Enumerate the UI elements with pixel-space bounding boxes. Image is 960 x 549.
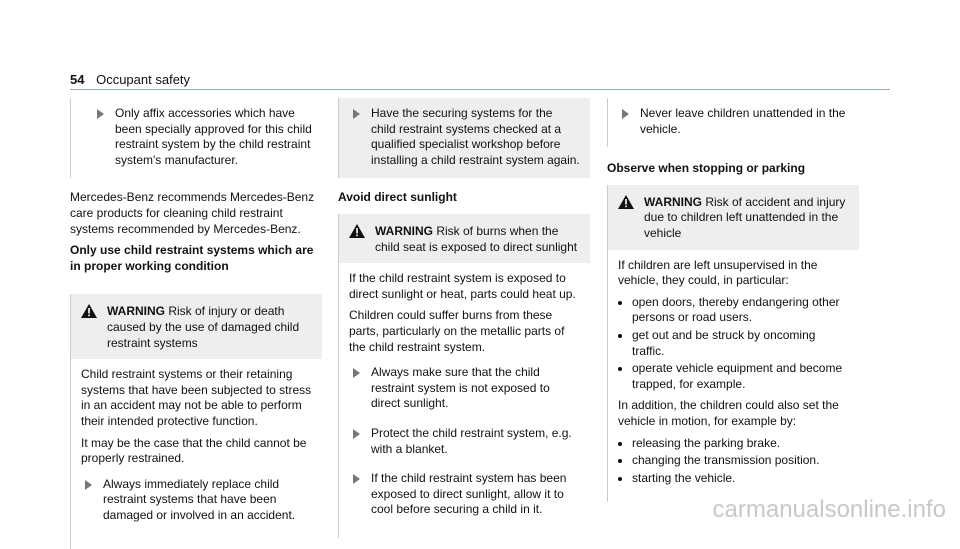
warning-triangle-icon <box>349 224 365 238</box>
play-arrow-icon <box>353 429 360 439</box>
bullet-item <box>349 467 580 528</box>
bullet-block <box>338 98 590 178</box>
section-heading: Avoid direct sunlight <box>338 190 457 205</box>
bullet-text: If the child restraint system has been exposed to direct sunlight, allow it to cool before securing a child in it. <box>371 471 567 517</box>
play-arrow-icon <box>353 109 360 119</box>
warning-header <box>71 294 322 359</box>
warning-block <box>338 214 590 538</box>
warning-paragraph: If the child restraint system is exposed to direct sunlight or heat, parts could heat up. <box>349 271 576 301</box>
bullet-item <box>349 422 580 467</box>
bullet-block <box>70 98 322 178</box>
warning-block <box>70 294 322 549</box>
list-item: • releasing the parking brake. <box>632 436 849 452</box>
bullet-text: Always immediately replace child restraint systems that have been damaged or involved in an accident. <box>103 476 296 522</box>
bullet-text: Never leave children unattended in the vehicle. <box>640 106 846 136</box>
page-title: Occupant safety <box>96 72 191 87</box>
warning-label: WARNING <box>644 194 702 209</box>
section-heading: Observe when stopping or parking <box>607 161 806 176</box>
play-arrow-icon <box>353 368 360 378</box>
warning-text: Risk of burns when the child seat is exposed to direct sunlight <box>375 223 578 254</box>
bullet-item <box>349 361 580 422</box>
warning-paragraph: In addition, the children could also set the vehicle in motion, for example by: <box>618 398 839 428</box>
warning-paragraph: Children could suffer burns from these parts, particularly on the metallic parts of the child restraint system. <box>349 308 565 354</box>
play-arrow-icon <box>353 474 360 484</box>
column-1 <box>70 98 322 549</box>
bullet-item <box>608 98 859 147</box>
cleaning-paragraph: Mercedes-Benz recommends Mercedes-Benz care products for cleaning child restraint systems recommended by Mercedes-Benz. <box>70 190 315 236</box>
list-item: • get out and be struck by oncoming traffic. <box>632 328 849 359</box>
page-number: 54 <box>70 72 85 87</box>
warning-triangle-icon <box>618 195 634 209</box>
bullet-text: Protect the child restraint system, e.g. with a blanket. <box>371 425 572 456</box>
bullet-item <box>81 473 312 540</box>
list-item: • starting the vehicle. <box>632 471 849 487</box>
header-rule <box>70 89 890 90</box>
warning-header <box>339 214 590 263</box>
list-item: • operate vehicle equipment and become trapped, for example. <box>632 361 849 392</box>
warning-body <box>339 263 590 538</box>
warning-label: WARNING <box>107 304 165 319</box>
warning-list <box>618 295 849 393</box>
bullet-item <box>83 98 322 178</box>
warning-triangle-icon <box>81 304 97 318</box>
warning-paragraph: It may be the case that the child cannot be properly restrained. <box>81 435 307 466</box>
warning-list <box>618 436 849 487</box>
play-arrow-icon <box>622 109 629 119</box>
warning-label: WARNING <box>375 223 433 238</box>
column-2 <box>338 98 590 538</box>
warning-block <box>607 185 859 503</box>
warning-text: Risk of accident and injury due to children left unattended in the vehicle <box>644 194 846 240</box>
warning-body <box>608 250 859 503</box>
warning-paragraph: Child restraint systems or their retaining systems that have been subjected to stress in an accident may not be able to perform their intended protective function. <box>81 367 312 428</box>
section-heading: Only use child restraint systems which are in proper working condition <box>70 243 314 273</box>
list-item: • changing the transmission position. <box>632 453 849 469</box>
bullet-block <box>607 98 859 147</box>
bullet-text: Have the securing systems for the child restraint systems checked at a qualified specialist workshop before installing a child restraint system again. <box>371 106 580 167</box>
page-header <box>70 72 190 89</box>
watermark: carmanualsonline.info <box>712 495 946 523</box>
bullet-text: Only affix accessories which have been specially approved for this child restraint system by the child restraint system's manufacturer. <box>115 106 312 167</box>
play-arrow-icon <box>97 109 104 119</box>
list-item: • open doors, thereby endangering other persons or road users. <box>632 295 849 326</box>
column-3 <box>607 98 859 502</box>
warning-paragraph: If children are left unsupervised in the vehicle, they could, in particular: <box>618 257 818 288</box>
play-arrow-icon <box>85 480 92 490</box>
warning-body <box>71 359 322 549</box>
bullet-item <box>339 98 590 178</box>
warning-text: Risk of injury or death caused by the use of damaged child restraint systems <box>107 304 300 350</box>
bullet-text: Always make sure that the child restraint system is not exposed to direct sunlight. <box>371 365 550 411</box>
warning-header <box>608 185 859 250</box>
